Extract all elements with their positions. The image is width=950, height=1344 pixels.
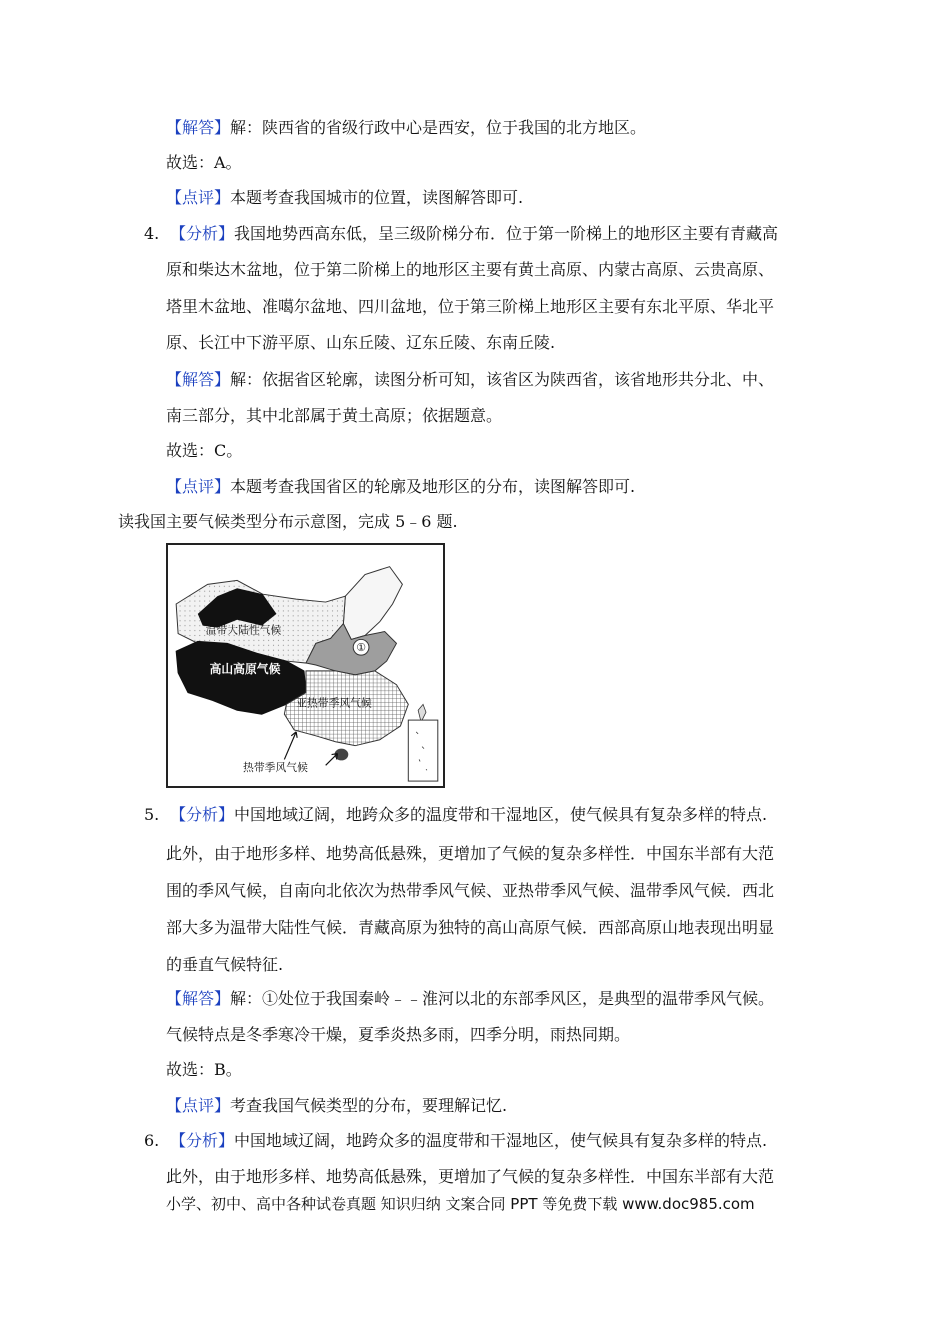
section-tag: 【分析】 <box>170 1131 235 1150</box>
text-line <box>166 1025 630 1045</box>
section-tag: 【解答】 <box>166 989 231 1008</box>
line-text: 解：陕西省的省级行政中心是西安，位于我国的北方地区。 <box>230 118 647 137</box>
line-text: 本题考查我国省区的轮廓及地形区的分布，读图解答即可. <box>230 477 636 496</box>
text-line <box>166 118 646 138</box>
text-line <box>166 989 774 1009</box>
text-line <box>144 805 767 825</box>
question-number: 4. <box>144 224 160 243</box>
text-line <box>166 153 242 173</box>
label-temperate-continental: 温带大陆性气候 <box>205 623 282 637</box>
line-text: 故选：C。 <box>166 441 243 460</box>
line-text: 我国地势西高东低，呈三级阶梯分布．位于第一阶梯上的地形区主要有青藏高 <box>234 224 779 243</box>
text-line <box>166 844 774 864</box>
line-text: 故选：B。 <box>166 1060 242 1079</box>
text-line <box>166 188 523 208</box>
text-line <box>166 333 555 353</box>
text-line <box>166 881 774 901</box>
section-tag: 【解答】 <box>166 118 231 137</box>
line-text: 的垂直气候特征. <box>166 955 284 974</box>
text-line <box>118 512 458 532</box>
section-tag: 【点评】 <box>166 1096 231 1115</box>
arrow-to-yunnan <box>284 732 296 760</box>
line-text: 原和柴达木盆地，位于第二阶梯上的地形区主要有黄土高原、内蒙古高原、云贵高原、 <box>166 260 775 279</box>
text-line <box>166 1096 507 1116</box>
text-line <box>166 441 242 461</box>
line-text: 南三部分，其中北部属于黄土高原；依据题意。 <box>166 406 503 425</box>
text-line <box>166 260 774 280</box>
section-tag: 【分析】 <box>170 224 235 243</box>
line-text: 解：①处位于我国秦岭﹣﹣淮河以北的东部季风区，是典型的温带季风气候。 <box>230 989 775 1008</box>
arrow-to-hainan <box>326 754 338 766</box>
question-number: 6. <box>144 1131 160 1150</box>
line-text: 气候特点是冬季寒冷干燥，夏季炎热多雨，四季分明，雨热同期。 <box>166 1025 631 1044</box>
text-line <box>166 406 502 426</box>
line-text: 考查我国气候类型的分布，要理解记忆. <box>230 1096 508 1115</box>
footer-text: 小学、初中、高中各种试卷真题 知识归纳 文案合同 PPT 等免费下载 www.doc985.com <box>166 1195 755 1213</box>
text-line <box>144 224 778 244</box>
section-tag: 【分析】 <box>170 805 235 824</box>
text-line <box>166 918 774 938</box>
text-line <box>166 297 774 317</box>
climate-map-figure <box>166 543 445 788</box>
line-text: 围的季风气候，自南向北依次为热带季风气候、亚热带季风气候、温带季风气候．西北 <box>166 881 775 900</box>
section-tag: 【点评】 <box>166 188 231 207</box>
line-text: 本题考查我国城市的位置，读图解答即可. <box>230 188 524 207</box>
line-text: 部大多为温带大陆性气候．青藏高原为独特的高山高原气候．西部高原山地表现出明显 <box>166 918 775 937</box>
text-line <box>166 1167 774 1187</box>
label-tropical: 热带季风气候 <box>243 761 308 775</box>
south-china-sea-inset <box>408 720 438 781</box>
line-text: 原、长江中下游平原、山东丘陵、辽东丘陵、东南丘陵. <box>166 333 556 352</box>
line-text: 中国地域辽阔，地跨众多的温度带和干湿地区，使气候具有复杂多样的特点. <box>234 805 768 824</box>
question-number: 5. <box>144 805 160 824</box>
line-text: 解：依据省区轮廓，读图分析可知，该省区为陕西省，该省地形共分北、中、 <box>230 370 775 389</box>
line-text: 中国地域辽阔，地跨众多的温度带和干湿地区，使气候具有复杂多样的特点. <box>234 1131 768 1150</box>
label-subtropical: 亚热带季风气候 <box>296 696 372 710</box>
text-line <box>166 477 635 497</box>
line-text: 此外，由于地形多样、地势高低悬殊，更增加了气候的复杂多样性．中国东半部有大范 <box>166 844 775 863</box>
line-text: 读我国主要气候类型分布示意图，完成 5﹣6 题. <box>118 512 458 531</box>
northeast-region <box>343 567 402 640</box>
text-line <box>166 955 283 975</box>
marker-one-label: ① <box>356 641 366 655</box>
section-tag: 【点评】 <box>166 477 231 496</box>
text-line <box>166 370 774 390</box>
section-tag: 【解答】 <box>166 370 231 389</box>
line-text: 此外，由于地形多样、地势高低悬殊，更增加了气候的复杂多样性．中国东半部有大范 <box>166 1167 775 1186</box>
text-line <box>144 1131 767 1151</box>
line-text: 故选：A。 <box>166 153 242 172</box>
line-text: 塔里木盆地、准噶尔盆地、四川盆地，位于第三阶梯上地形区主要有东北平原、华北平 <box>166 297 775 316</box>
text-line <box>166 1060 242 1080</box>
label-highland: 高山高原气候 <box>209 661 281 676</box>
taiwan-island <box>418 704 426 722</box>
